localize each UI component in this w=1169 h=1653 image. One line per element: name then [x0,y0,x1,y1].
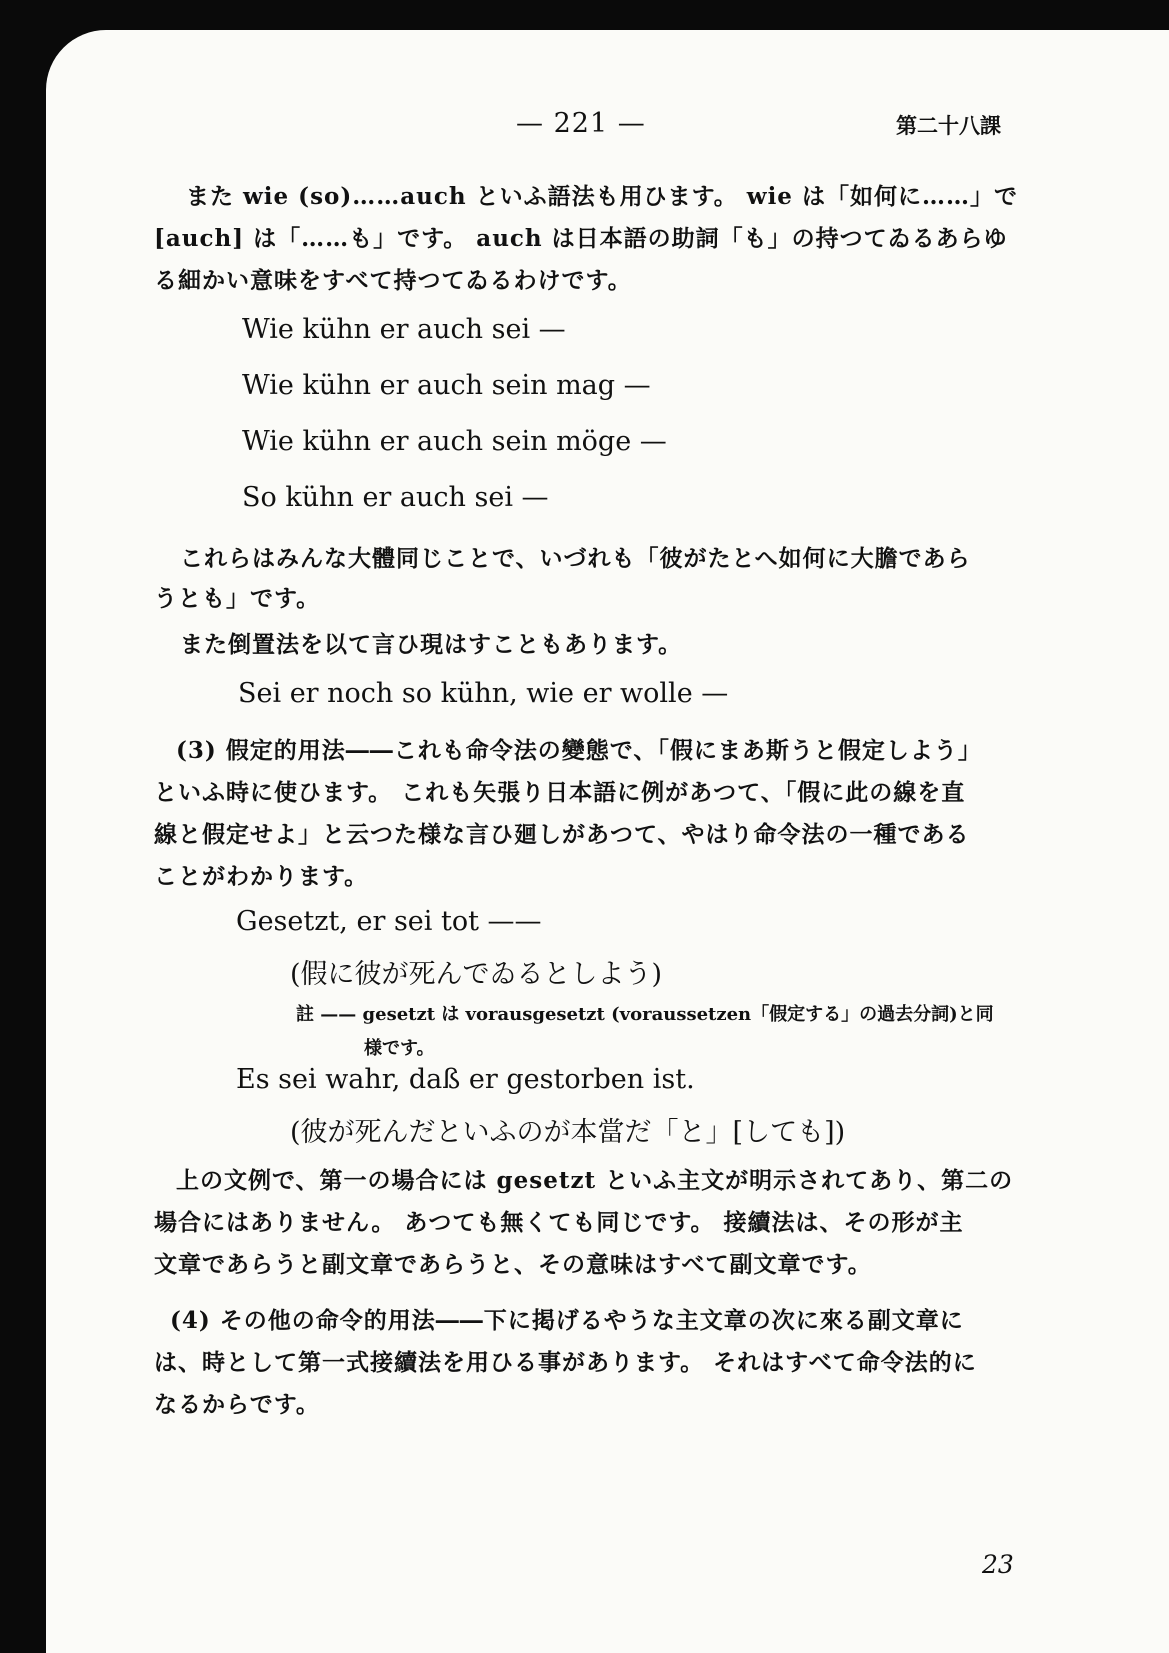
paragraph-line: は、時として第一式接續法を用ひる事があります。 それはすべて命令法的に [154,1349,977,1376]
note-line: 註 —— gesetzt は vorausgesetzt (voraussetzen「假定する」の過去分詞)と同 [296,1004,994,1025]
german-example: Sei er noch so kühn, wie er wolle — [238,678,729,709]
paragraph-line: 線と假定せよ」と云つた様な言ひ廻しがあつて、やはり命令法の一種である [154,821,970,848]
note-line: 様です。 [364,1038,435,1059]
german-example: Wie kühn er auch sein möge — [242,426,667,457]
german-example: Es sei wahr, daß er gestorben ist. [236,1064,695,1095]
german-example: Wie kühn er auch sein mag — [242,370,651,401]
paragraph-line: 文章であらうと副文章であらうと、その意味はすべて副文章です。 [154,1251,872,1278]
book-page [46,30,1169,1653]
folio-number: 23 [982,1550,1014,1579]
paragraph-line: なるからです。 [154,1391,320,1418]
paragraph-line: 上の文例で、第一の場合には gesetzt といふ主文が明示されてあり、第二の [176,1167,1014,1194]
german-example: Gesetzt, er sei tot —— [236,906,542,937]
paragraph-line: (4) その他の命令的用法――下に掲げるやうな主文章の次に來る副文章に [170,1307,964,1334]
paragraph-line: また倒置法を以て言ひ現はすこともあります。 [180,631,683,658]
translation: (彼が死んだといふのが本當だ「と」[しても]) [290,1117,846,1148]
paragraph-line: うとも」です。 [154,585,321,612]
lesson-title: 第二十八課 [896,114,1001,138]
paragraph-line: [auch] は「……も」です。 auch は日本語の助詞「も」の持つてゐるあらゆ [154,225,1008,252]
paragraph-line: る細かい意味をすべて持つてゐるわけです。 [154,267,632,294]
paragraph-line: これらはみんな大體同じことで、いづれも「彼がたとへ如何に大膽であら [180,545,971,572]
paragraph-line: また wie (so)……auch といふ語法も用ひます。 wie は「如何に……」で [186,183,1018,210]
paragraph-line: ことがわかります。 [154,863,369,890]
translation: (假に彼が死んでゐるとしよう) [290,959,663,990]
paragraph-line: 場合にはありません。 あつても無くても同じです。 接續法は、その形が主 [154,1209,964,1236]
paragraph-line: といふ時に使ひます。 これも矢張り日本語に例があつて、「假に此の線を直 [154,779,966,806]
page-number: — 221 — [516,108,646,139]
paragraph-line: (3) 假定的用法――これも命令法の變態で、「假にまあ斯うと假定しよう」 [176,737,982,764]
german-example: Wie kühn er auch sei — [242,314,566,345]
german-example: So kühn er auch sei — [242,482,549,513]
